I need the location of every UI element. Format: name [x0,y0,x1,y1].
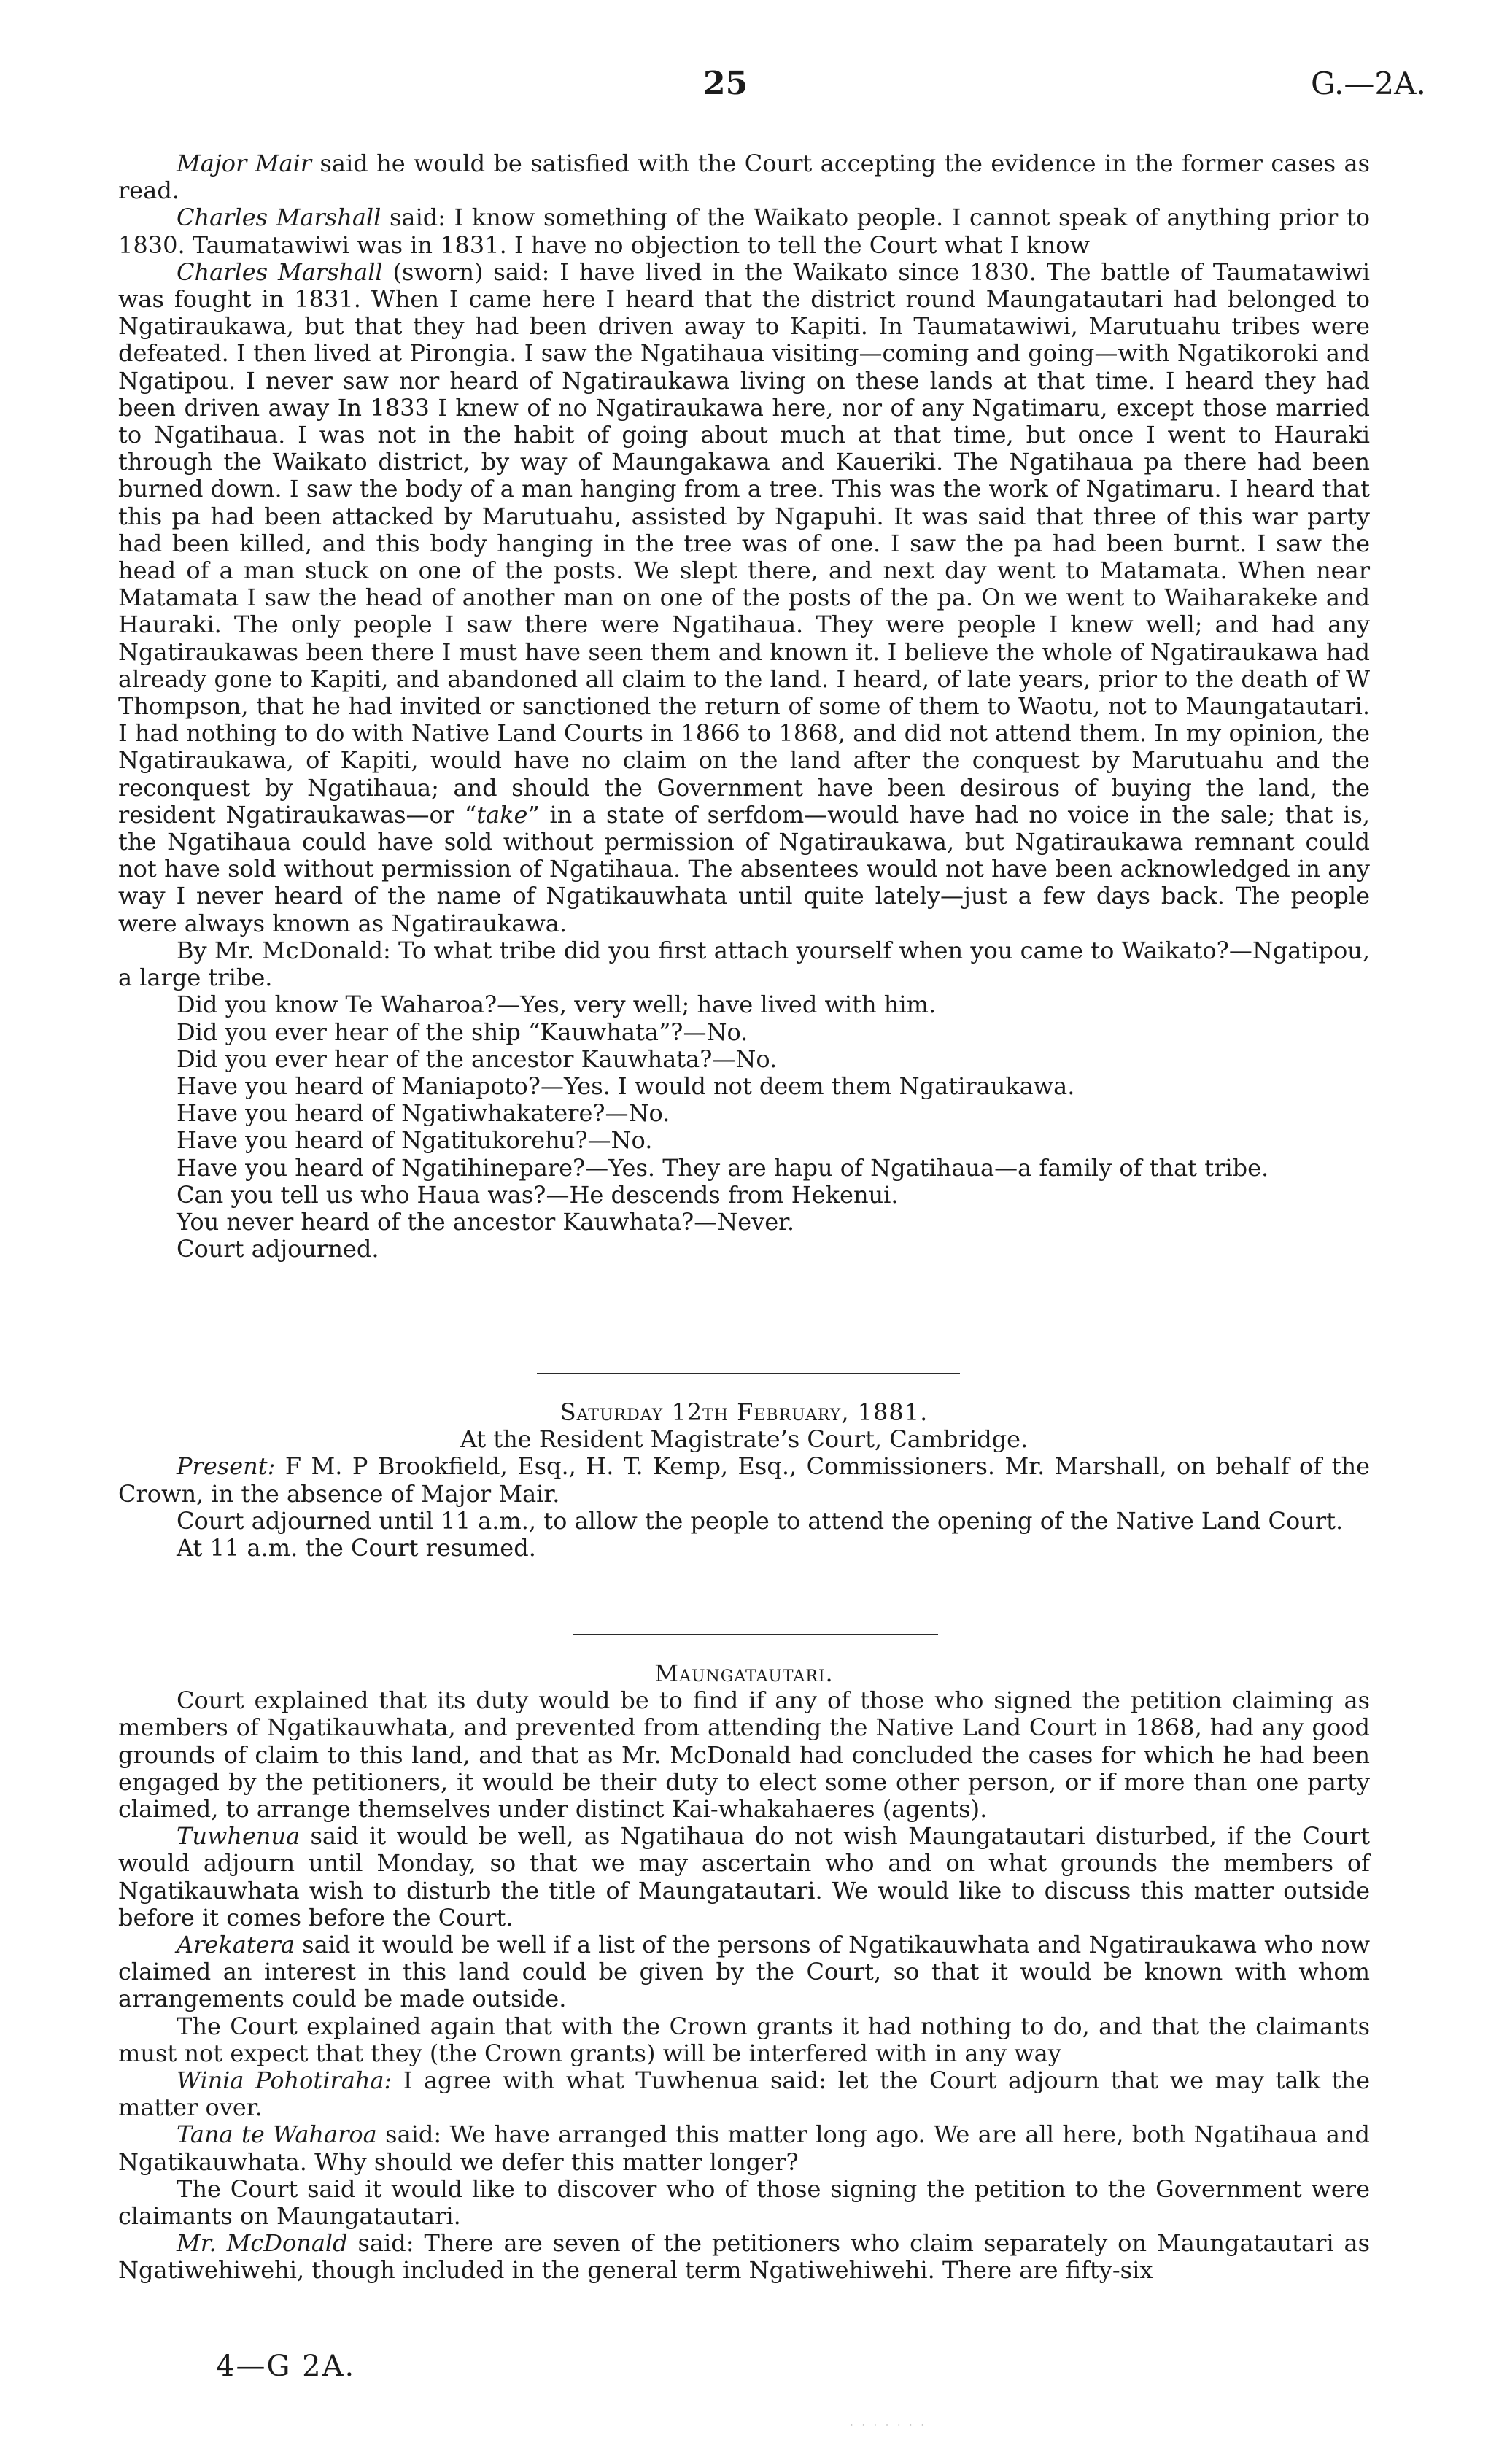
qa-line: Have you heard of Ngatitukorehu?—No. [177,1126,653,1155]
paragraph: Present: F M. P Brookfield, Esq., H. T. Kemp, Esq., Commissioners. Mr. Marshall, on behalf of the Crown, in the absence of Major Mair. [118,1452,1370,1508]
page-number: 25 [703,65,748,102]
paragraph: Charles Marshall said: I know something of the Waikato people. I cannot speak of anything prior to 1830. Taumatawiwi was in 1831. I have no objection to tell the Court what I know [118,204,1371,259]
paragraph: Tuwhenua said it would be well, as Ngatihaua do not wish Maungatautari disturbed, if the Court would adjourn until Monday, so that we may ascertain who and on what grounds the members of Ngatikauwhata wish to disturb the title of Maungatautari. We would like to discuss this matter outside before it comes before the Court. [118,1822,1370,1932]
section-heading: Maungatautari. [654,1659,834,1687]
maungatautari-section [118,1660,1370,2285]
speaker-name: Charles Marshall [177,204,381,232]
evidence-section [118,150,1370,1263]
qa-line: Have you heard of Ngatihinepare?—Yes. They are hapu of Ngatihaua—a family of that tribe. [177,1153,1269,1182]
document-reference: G.—2A. [1311,66,1426,101]
sitting-section [118,1399,1370,1562]
speaker-name: Mr. McDonald [177,2229,348,2258]
paragraph: Major Mair said he would be satisfied with the Court accepting the evidence in the former cases as read. [118,150,1371,205]
speaker-name: Winia Pohotiraha: [177,2066,392,2095]
paragraph: Court explained that its duty would be to find if any of those who signed the petition claiming as members of Ngatikauwhata, and prevented from attending the Native Land Court in 1868, had any good grounds of claim to this land, and that as Mr. McDonald had concluded the cases for which he had been engaged by the petitioners, it would be their duty to elect some other person, or if more than one party claimed, to arrange themselves under distinct Kai-whakahaeres (agents). [118,1686,1370,1824]
qa-line: Did you ever hear of the ancestor Kauwhata?—No. [177,1045,778,1073]
qa-line: Court adjourned. [177,1235,379,1263]
qa-line: Did you know Te Waharoa?—Yes, very well; have lived with him. [177,991,937,1019]
section-divider [537,1373,960,1374]
paragraph: The Court explained again that with the Crown grants it had nothing to do, and that the claimants must not expect that they (the Crown grants) will be interfered with in any way [118,2012,1370,2067]
qa-line: Have you heard of Maniapoto?—Yes. I would not deem them Ngatiraukawa. [177,1072,1075,1100]
venue-line: At the Resident Magistrate’s Court, Cambridge. [460,1425,1029,1454]
paragraph: Mr. McDonald said: There are seven of the petitioners who claim separately on Maungatautari as Ngatiwehiwehi, though included in the general term Ngatiwehiwehi. There are fifty-six [118,2229,1370,2285]
print-speck: · · · · · · · [850,2418,927,2432]
paragraph: The Court said it would like to discover who of those signing the petition to the Government were claimants on Maungatautari. [118,2174,1370,2231]
paragraph: Charles Marshall (sworn) said: I have lived in the Waikato since 1830. The battle of Taumatawiwi was fought in 1831. When I came here I heard that the district round Maungatautari had belonged to Ngatiraukawa, but that they had been driven away to Kapiti. In Taumatawiwi, Marutuahu tribes were defeated. I then lived at Pirongia. I saw the Ngatihaua visiting—coming and going—with Ngatikoroki and Ngatipou. I never saw nor heard of Ngatiraukawa living on these lands at that time. I heard they had been driven away In 1833 I knew of no Ngatiraukawa here, nor of any Ngatimaru, except those married to Ngatihaua. I was not in the habit of going about much at that time, but once I went to Hauraki through the Waikato district, by way of Maungakawa and Kaueriki. The Ngatihaua pa there had been burned down. I saw the body of a man hanging from a tree. This was the work of Ngatimaru. I heard that this pa had been attacked by Marutuahu, assisted by Ngapuhi. It was said that three of this war party had been killed, and this body hanging in the tree was of one. I saw the pa had been burnt. I saw the head of a man stuck on one of the posts. We slept there, and next day went to Matamata. When near Matamata I saw the head of another man on one of the posts of the pa. On we went to Waiharakeke and Hauraki. The only people I saw there were Ngatihaua. They were people I knew well; and had any Ngatiraukawas been there I must have seen them and known it. I believe the whole of Ngatiraukawa had already gone to Kapiti, and abandoned all claim to the land. I heard, of late years, prior to the death of W Thompson, that he had invited or sanctioned the return of some of them to Waotu, not to Maungatautari. I had nothing to do with Native Land Courts in 1866 to 1868, and did not attend them. In my opinion, the Ngatiraukawa, of Kapiti, would have no claim on the land after the conquest by Marutuahu and the reconquest by Ngatihaua; and should the Government have been desirous of buying the land, the resident Ngatiraukawas—or “take” in a state of serfdom—would have had no voice in the sale; that is, the Ngatihaua could have sold without permission of Ngatiraukawa, but Ngatiraukawa remnant could not have sold without permission of Ngatihaua. The absentees would not have been acknowledged in any way I never heard of the name of Ngatikauwhata until quite lately—just a few days back. The people were always known as Ngatiraukawa. [118,257,1371,937]
paragraph: Court adjourned until 11 a.m., to allow the people to attend the opening of the Native Land Court. [177,1506,1344,1535]
date-heading: Saturday 12th February, 1881. [559,1398,929,1426]
paragraph: Winia Pohotiraha: I agree with what Tuwhenua said: let the Court adjourn that we may talk the matter over. [118,2066,1371,2122]
section-divider [573,1634,938,1635]
speaker-name: Arekatera [177,1931,295,1959]
speaker-name: Major Mair [177,150,312,177]
qa-line: You never heard of the ancestor Kauwhata?—Never. [177,1207,795,1236]
qa-line: Have you heard of Ngatiwhakatere?—No. [177,1099,670,1128]
signature-mark: 4—G 2A. [216,2349,356,2383]
qa-line: Can you tell us who Haua was?—He descends from Hekenui. [177,1180,899,1209]
paragraph: Tana te Waharoa said: We have arranged this matter long ago. We are all here, both Ngatihaua and Ngatikauwhata. Why should we defer this matter longer? [118,2120,1371,2176]
speaker-name: Charles Marshall [177,257,383,286]
paragraph: By Mr. McDonald: To what tribe did you first attach yourself when you came to Waikato?—Ngatipou, a large tribe. [118,936,1370,992]
speaker-name: Tana te Waharoa [177,2120,377,2149]
present-label: Present: [177,1452,276,1481]
speaker-name: Tuwhenua [177,1822,301,1851]
paragraph: At 11 a.m. the Court resumed. [177,1534,536,1562]
qa-line: Did you ever hear of the ship “Kauwhata”?—No. [177,1018,748,1046]
paragraph: Arekatera said it would be well if a list of the persons of Ngatikauwhata and Ngatiraukawa who now claimed an interest in this land could be given by the Court, so that it would be known with whom arrangements could be made outside. [118,1931,1370,2013]
